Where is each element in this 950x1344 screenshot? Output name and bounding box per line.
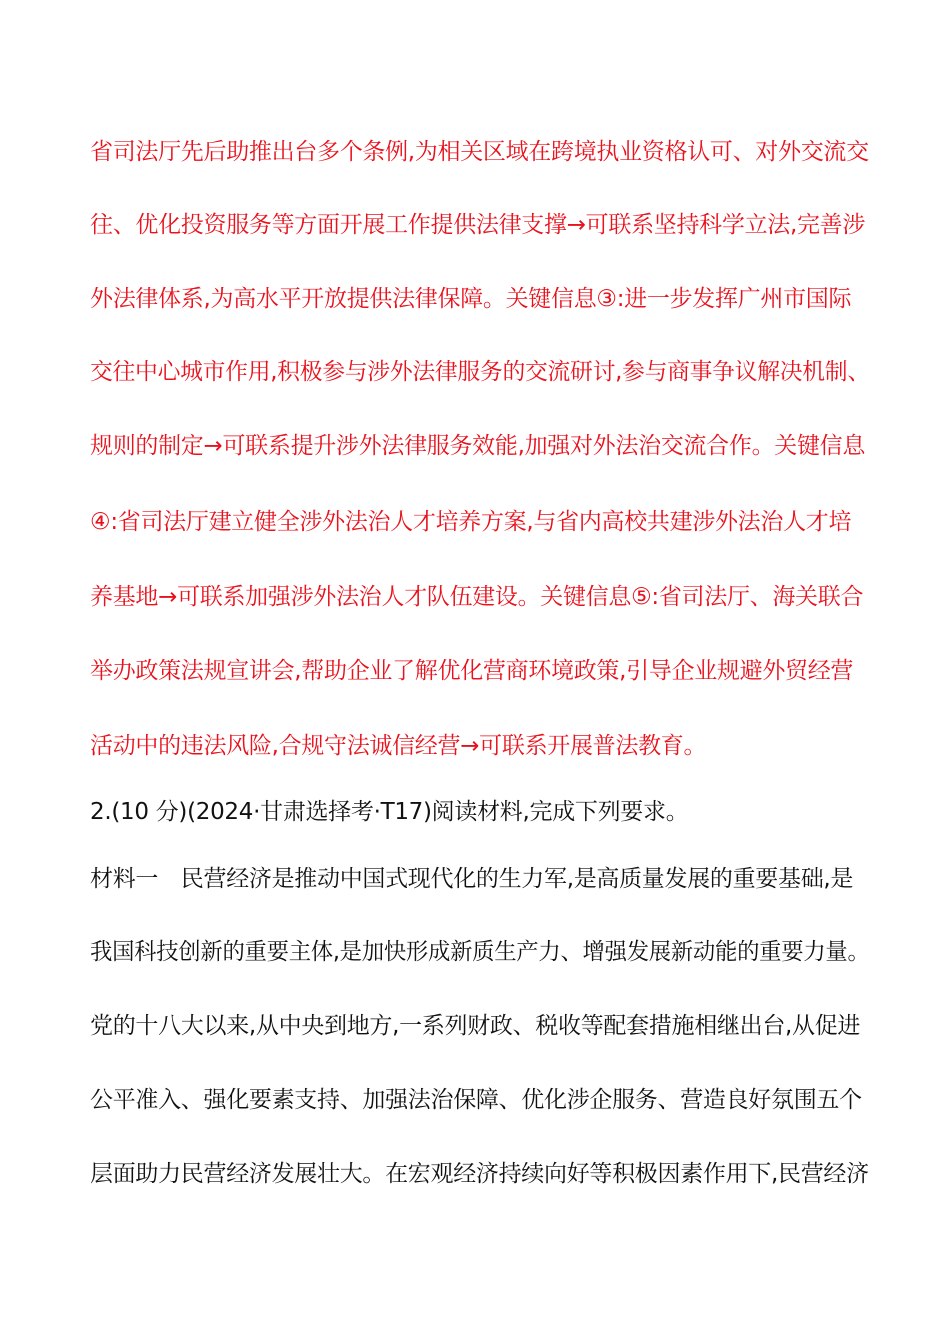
analysis-line: 活动中的违法风险,合规守法诚信经营→可联系开展普法教育。 [90,733,707,759]
analysis-line: 交往中心城市作用,积极参与涉外法律服务的交流研讨,参与商事争议解决机制、 [90,359,870,385]
analysis-line: 省司法厅先后助推出台多个条例,为相关区域在跨境执业资格认可、对外交流交 [90,139,869,165]
analysis-line: 举办政策法规宣讲会,帮助企业了解优化营商环境政策,引导企业规避外贸经营 [90,658,854,684]
material-line: 我国科技创新的重要主体,是加快形成新质生产力、增强发展新动能的重要力量。 [90,939,870,965]
material-line: 党的十八大以来,从中央到地方,一系列财政、税收等配套措施相继出台,从促进 [90,1013,861,1039]
analysis-line: 规则的制定→可联系提升涉外法律服务效能,加强对外法治交流合作。关键信息 [90,433,866,459]
material-line: 层面助力民营经济发展壮大。在宏观经济持续向好等积极因素作用下,民营经济 [90,1161,869,1187]
material-line: 材料一 民营经济是推动中国式现代化的生力军,是高质量发展的重要基础,是 [90,866,854,892]
material-line: 公平准入、强化要素支持、加强法治保障、优化涉企服务、营造良好氛围五个 [90,1087,862,1113]
analysis-line: 往、优化投资服务等方面开展工作提供法律支撑→可联系坚持科学立法,完善涉 [90,212,866,238]
analysis-line: ④:省司法厅建立健全涉外法治人才培养方案,与省内高校共建涉外法治人才培 [90,509,852,535]
analysis-line: 养基地→可联系加强涉外法治人才队伍建设。关键信息⑤:省司法厅、海关联合 [90,584,864,610]
analysis-line: 外法律体系,为高水平开放提供法律保障。关键信息③:进一步发挥广州市国际 [90,286,852,312]
question-heading: 2.(10 分)(2024·甘肃选择考·T17)阅读材料,完成下列要求。 [90,799,689,825]
